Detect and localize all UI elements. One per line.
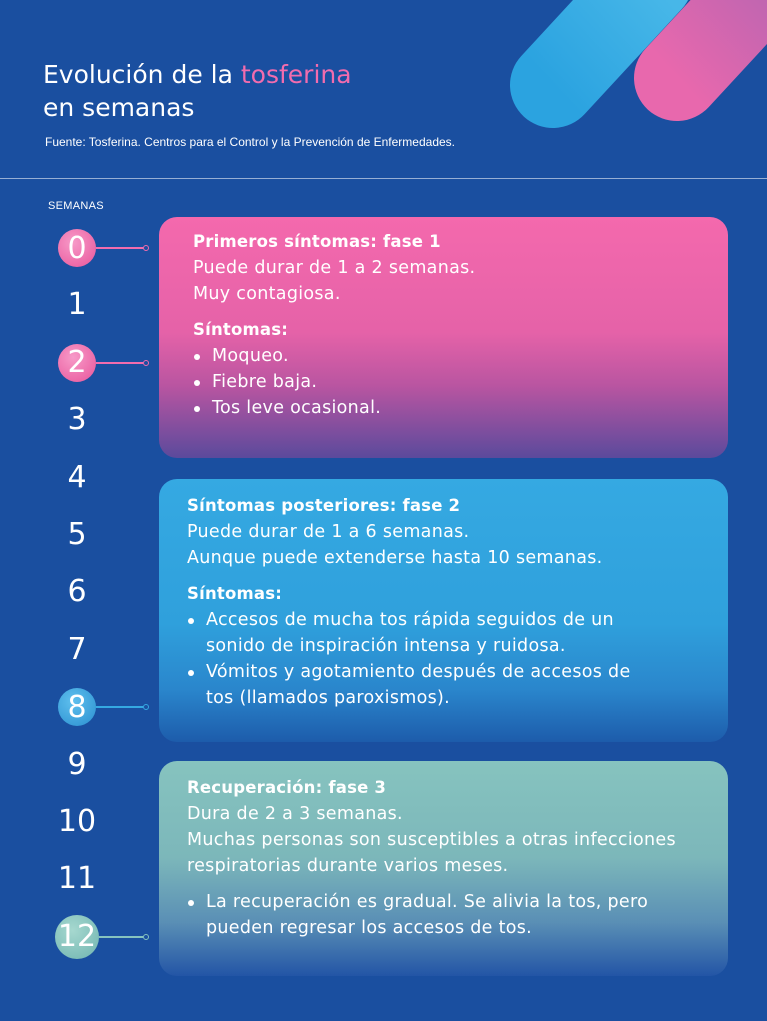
phase-2-symptoms-label: Síntomas: [187,584,283,603]
phase-1-symptom: Fiebre baja. [193,369,708,395]
phase-1-title: Primeros síntomas: fase 1 [193,232,441,251]
phase-2-symptom: Accesos de mucha tos rápida seguidos de un sonido de inspiración intensa y ruidosa. [187,607,636,659]
week-connector-dot [143,934,149,940]
title-highlight: tosferina [240,60,352,89]
week-number: 12 [57,919,97,955]
week-number: 2 [67,345,87,381]
week-number: 0 [67,230,87,266]
phase-2-extension: Aunque puede extenderse hasta 10 semanas. [187,548,603,568]
week-connector [96,247,143,249]
week-marker [58,229,96,267]
phase-2-title: Síntomas posteriores: fase 2 [187,496,461,515]
phase-2-duration: Puede durar de 1 a 6 semanas. [187,522,470,542]
phase-1-symptom: Moqueo. [193,343,708,369]
week-marker [55,915,99,959]
phase-2-symptom: Vómitos y agotamiento después de accesos de tos (llamados paroxismos). [187,659,661,711]
week-number: 8 [67,689,87,725]
week-marker [58,344,96,382]
page-title [43,58,352,124]
phase-1-contagion: Muy contagiosa. [193,284,341,304]
phase-1-duration: Puede durar de 1 a 2 semanas. [193,258,476,278]
week-connector-dot [143,360,149,366]
phase-1-symptoms-label: Síntomas: [193,320,289,339]
header-divider [0,178,767,179]
title-part2: en semanas [43,93,195,122]
phase-1-symptom: Tos leve ocasional. [193,395,708,421]
phase-3-susceptibility: Muchas personas son susceptibles a otras infecciones respiratorias durante varios meses. [187,830,676,876]
source-note: Fuente: Tosferina. Centros para el Control y la Prevención de Enfermedades. [45,135,456,149]
phase-1-card [159,217,728,458]
phase-3-card [159,761,728,976]
week-connector [96,362,143,364]
phase-3-duration: Dura de 2 a 3 semanas. [187,804,403,824]
phase-3-title: Recuperación: fase 3 [187,778,387,797]
weeks-label: SEMANAS [48,200,104,212]
week-connector [96,706,143,708]
week-connector-dot [143,704,149,710]
title-part1: Evolución de la [43,60,241,89]
phase-2-card [159,479,728,742]
week-marker [58,688,96,726]
week-connector [99,936,143,938]
phase-3-recovery-note: La recuperación es gradual. Se alivia la tos, pero pueden regresar los accesos de tos. [187,889,656,941]
week-connector-dot [143,245,149,251]
